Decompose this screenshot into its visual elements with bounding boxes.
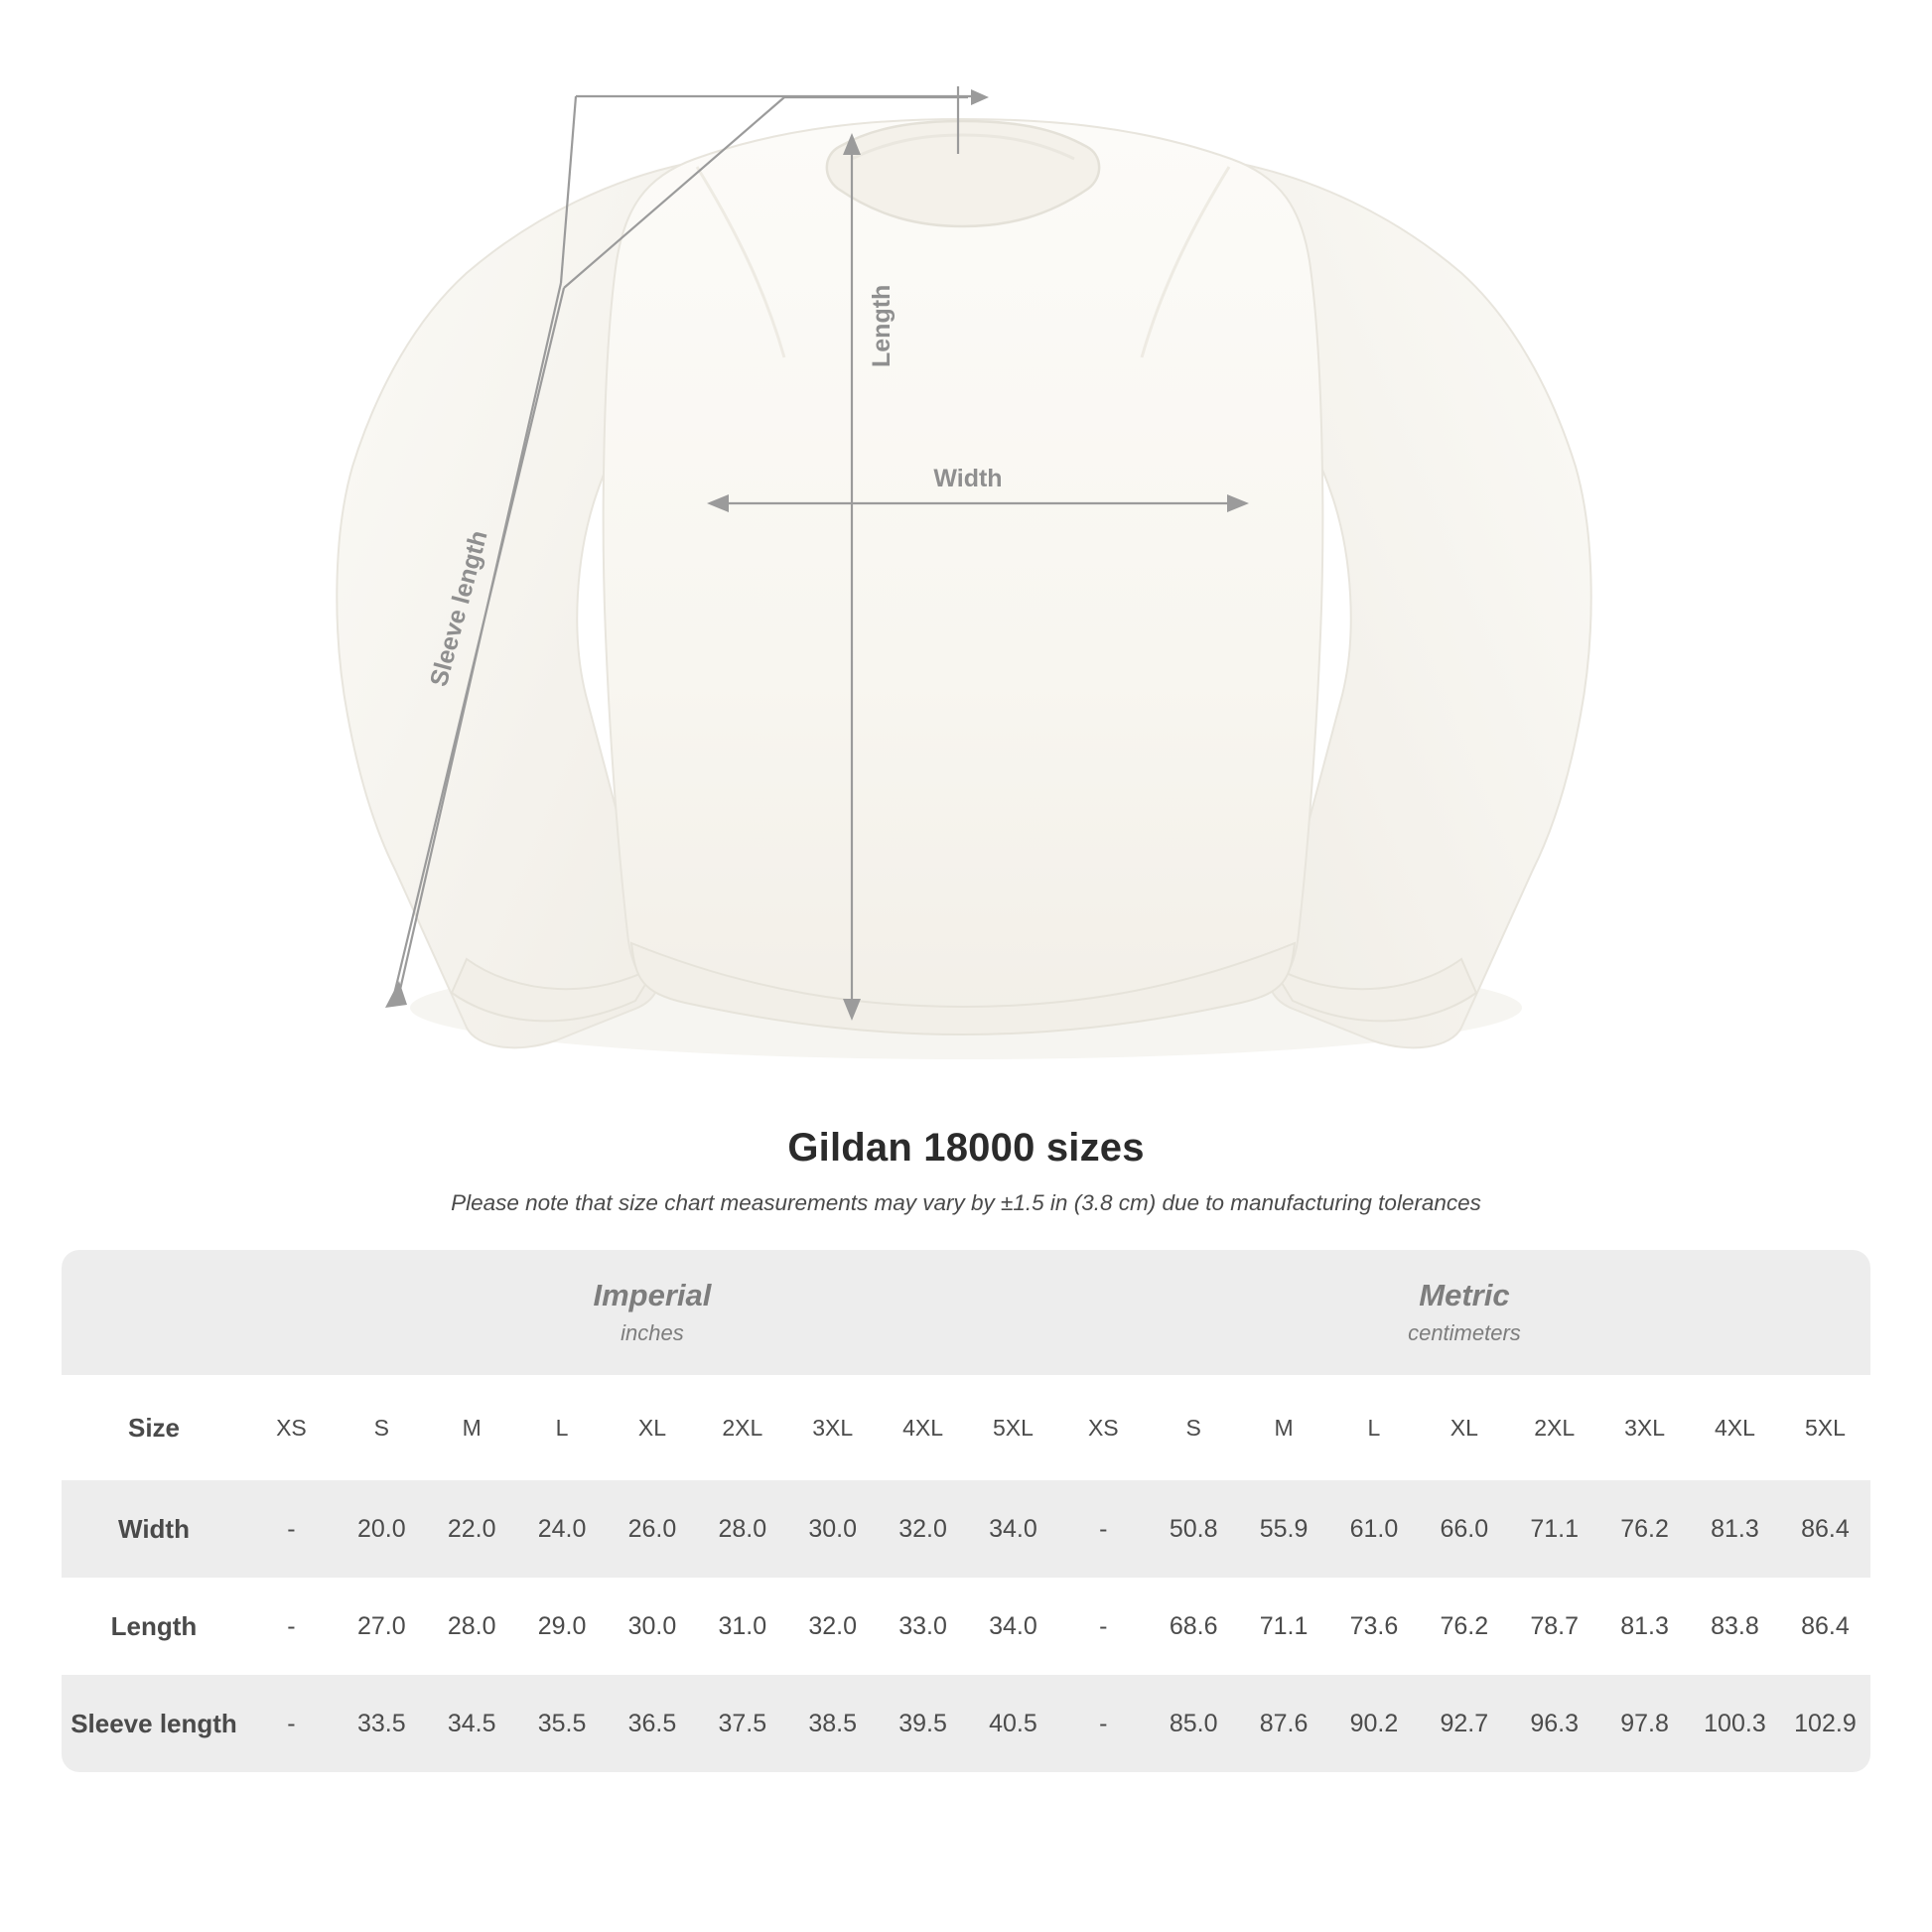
size-header-met-7: 4XL [1690,1375,1780,1480]
row-label-sleeve-length: Sleeve length [62,1675,246,1772]
cell-sleeve-met-5: 96.3 [1509,1675,1599,1772]
size-table-wrapper [62,1250,1870,1772]
cell-width-met-5: 71.1 [1509,1480,1599,1578]
size-header-met-8: 5XL [1780,1375,1870,1480]
cell-length-met-1: 68.6 [1149,1578,1239,1675]
table-row-sleeve-length [62,1675,1870,1772]
unit-name-metric: Metric [1419,1277,1510,1312]
unit-sub-metric: centimeters [1408,1320,1521,1346]
cell-sleeve-met-0: - [1058,1675,1149,1772]
size-header-met-1: S [1149,1375,1239,1480]
size-header-imp-4: XL [608,1375,698,1480]
cell-width-imp-2: 22.0 [427,1480,517,1578]
title-block [0,1126,1932,1216]
cell-width-met-4: 66.0 [1419,1480,1509,1578]
cell-width-imp-8: 34.0 [968,1480,1058,1578]
cell-width-imp-3: 24.0 [517,1480,608,1578]
cell-sleeve-imp-3: 35.5 [517,1675,608,1772]
size-header-met-0: XS [1058,1375,1149,1480]
row-label-length: Length [62,1578,246,1675]
table-row-length [62,1578,1870,1675]
units-header-spacer [62,1250,246,1375]
sleeve-arrow-head-top [971,89,989,105]
unit-header-metric [1058,1250,1870,1375]
cell-width-met-6: 76.2 [1599,1480,1690,1578]
cell-sleeve-met-1: 85.0 [1149,1675,1239,1772]
cell-length-imp-8: 34.0 [968,1578,1058,1675]
cell-sleeve-met-2: 87.6 [1239,1675,1329,1772]
cell-length-met-8: 86.4 [1780,1578,1870,1675]
cell-sleeve-imp-8: 40.5 [968,1675,1058,1772]
size-header-imp-2: M [427,1375,517,1480]
cell-length-imp-6: 32.0 [787,1578,878,1675]
cell-length-imp-7: 33.0 [878,1578,968,1675]
cell-length-met-2: 71.1 [1239,1578,1329,1675]
size-header-imp-7: 4XL [878,1375,968,1480]
cell-length-met-4: 76.2 [1419,1578,1509,1675]
size-header-imp-5: 2XL [697,1375,787,1480]
label-width: Width [933,465,1003,492]
cell-sleeve-met-4: 92.7 [1419,1675,1509,1772]
cell-sleeve-imp-1: 33.5 [337,1675,427,1772]
unit-sub-imperial: inches [621,1320,684,1346]
cell-sleeve-met-8: 102.9 [1780,1675,1870,1772]
cell-length-met-3: 73.6 [1329,1578,1420,1675]
cell-width-imp-4: 26.0 [608,1480,698,1578]
cell-width-met-3: 61.0 [1329,1480,1420,1578]
cell-length-met-5: 78.7 [1509,1578,1599,1675]
cell-sleeve-imp-5: 37.5 [697,1675,787,1772]
size-header-met-3: L [1329,1375,1420,1480]
cell-length-imp-1: 27.0 [337,1578,427,1675]
size-header-met-4: XL [1419,1375,1509,1480]
units-header-row [62,1250,1870,1375]
cell-sleeve-met-3: 90.2 [1329,1675,1420,1772]
cell-width-imp-5: 28.0 [697,1480,787,1578]
size-header-imp-8: 5XL [968,1375,1058,1480]
cell-sleeve-met-7: 100.3 [1690,1675,1780,1772]
size-header-imp-0: XS [246,1375,337,1480]
cell-length-met-6: 81.3 [1599,1578,1690,1675]
cell-width-imp-7: 32.0 [878,1480,968,1578]
cell-length-imp-5: 31.0 [697,1578,787,1675]
size-header-imp-1: S [337,1375,427,1480]
cell-width-met-8: 86.4 [1780,1480,1870,1578]
size-header-met-5: 2XL [1509,1375,1599,1480]
size-header-met-2: M [1239,1375,1329,1480]
cell-sleeve-imp-7: 39.5 [878,1675,968,1772]
label-sleeve-length: Sleeve length [424,527,493,690]
cell-length-imp-3: 29.0 [517,1578,608,1675]
sweatshirt-graphic [337,119,1590,1047]
cell-sleeve-imp-4: 36.5 [608,1675,698,1772]
sizes-header-row [62,1375,1870,1480]
size-header-met-6: 3XL [1599,1375,1690,1480]
size-header-imp-3: L [517,1375,608,1480]
cell-width-met-2: 55.9 [1239,1480,1329,1578]
cell-width-imp-1: 20.0 [337,1480,427,1578]
cell-sleeve-met-6: 97.8 [1599,1675,1690,1772]
cell-width-met-7: 81.3 [1690,1480,1780,1578]
cell-length-imp-4: 30.0 [608,1578,698,1675]
unit-header-imperial [246,1250,1058,1375]
cell-sleeve-imp-2: 34.5 [427,1675,517,1772]
unit-name-imperial: Imperial [593,1277,712,1312]
chart-note: Please note that size chart measurements may vary by ±1.5 in (3.8 cm) due to manufacturing tolerances [451,1190,1481,1215]
cell-length-imp-0: - [246,1578,337,1675]
size-header-imp-6: 3XL [787,1375,878,1480]
cell-length-imp-2: 28.0 [427,1578,517,1675]
size-label-cell: Size [62,1375,246,1480]
table-row-width [62,1480,1870,1578]
cell-width-imp-0: - [246,1480,337,1578]
chart-title: Gildan 18000 sizes [787,1126,1145,1170]
cell-sleeve-imp-6: 38.5 [787,1675,878,1772]
label-length: Length [868,284,896,367]
cell-width-met-1: 50.8 [1149,1480,1239,1578]
cell-length-met-7: 83.8 [1690,1578,1780,1675]
cell-length-met-0: - [1058,1578,1149,1675]
cell-width-imp-6: 30.0 [787,1480,878,1578]
size-table [62,1250,1870,1772]
cell-sleeve-imp-0: - [246,1675,337,1772]
row-label-width: Width [62,1480,246,1578]
cell-width-met-0: - [1058,1480,1149,1578]
